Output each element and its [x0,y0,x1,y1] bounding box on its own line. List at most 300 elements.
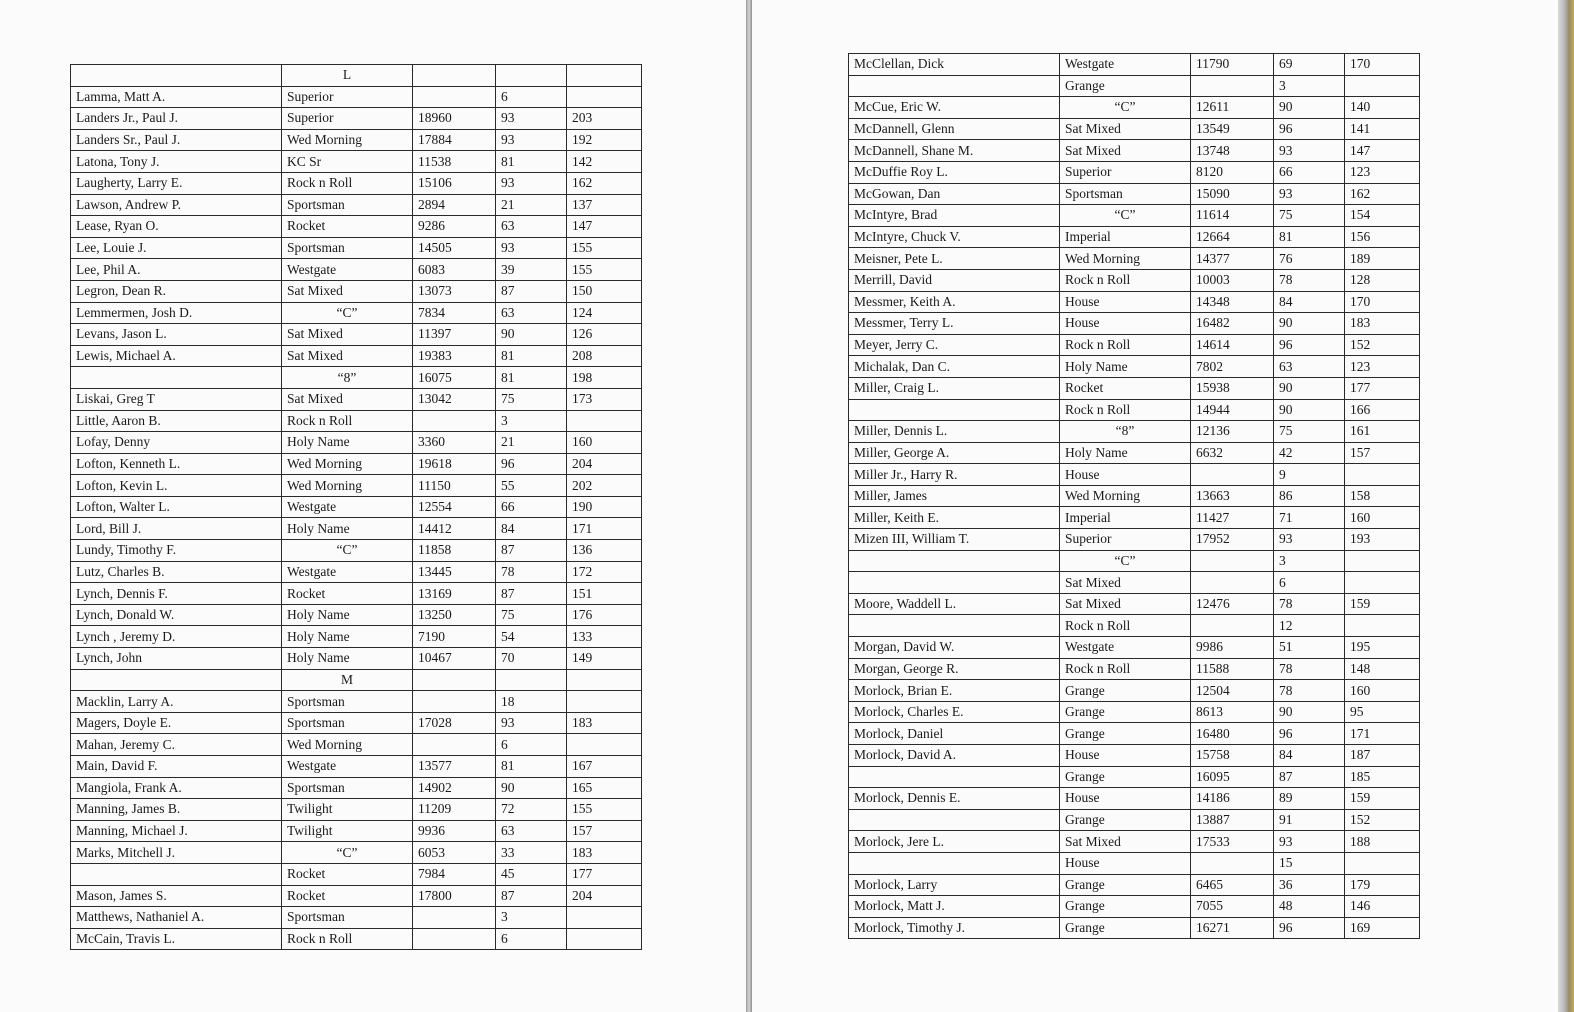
bowler-name-cell: Merrill, David [849,269,1060,291]
average-cell [567,410,642,432]
bowler-name-cell: Lawson, Andrew P. [71,194,282,216]
table-row [71,129,642,151]
games-count-cell: 45 [496,863,567,885]
average-cell: 183 [1345,313,1420,335]
table-row [849,75,1420,97]
average-cell: 133 [567,626,642,648]
bowler-name-cell: McDannell, Shane M. [849,140,1060,162]
bowler-name-cell: Morlock, David A. [849,745,1060,767]
games-count-cell: 81 [496,345,567,367]
table-row [71,302,642,324]
table-row [849,701,1420,723]
table-row [71,799,642,821]
average-cell [1345,464,1420,486]
league-name-cell: Imperial [1060,507,1191,529]
total-pins-cell: 13250 [413,604,496,626]
average-cell [567,928,642,950]
average-cell: 172 [567,561,642,583]
total-pins-cell: 18960 [413,108,496,130]
bowler-name-cell: McCain, Travis L. [71,928,282,950]
total-pins-cell: 13887 [1191,809,1274,831]
league-name-cell: Wed Morning [1060,485,1191,507]
table-row [71,863,642,885]
league-name-cell: Grange [1060,809,1191,831]
games-count-cell: 87 [496,540,567,562]
league-name-cell: “C” [282,540,413,562]
average-cell: 159 [1345,788,1420,810]
bowler-name-cell [849,852,1060,874]
total-pins-cell: 11538 [413,151,496,173]
games-count-cell: 84 [1274,745,1345,767]
table-row [71,583,642,605]
league-name-cell: Rock n Roll [282,928,413,950]
games-count-cell: 87 [496,885,567,907]
total-pins-cell: 11790 [1191,54,1274,76]
games-count-cell: 63 [496,820,567,842]
table-row [71,777,642,799]
games-count-cell: 96 [1274,334,1345,356]
table-row [71,842,642,864]
average-cell [567,734,642,756]
league-name-cell: Westgate [1060,637,1191,659]
table-row [849,161,1420,183]
league-name-cell: Sat Mixed [1060,118,1191,140]
bowler-name-cell: Miller Jr., Harry R. [849,464,1060,486]
games-count-cell: 90 [1274,377,1345,399]
table-row [849,54,1420,76]
games-count-cell: 93 [496,129,567,151]
bowler-name-cell: Lofton, Kevin L. [71,475,282,497]
total-pins-cell: 17952 [1191,529,1274,551]
games-count-cell: 21 [496,432,567,454]
total-pins-cell [413,410,496,432]
bowler-name-cell: Lee, Phil A. [71,259,282,281]
league-name-cell: Grange [1060,917,1191,939]
average-cell: 189 [1345,248,1420,270]
bowler-name-cell: Lynch, Dennis F. [71,583,282,605]
total-pins-cell [1191,572,1274,594]
table-row [849,97,1420,119]
total-pins-cell: 13577 [413,756,496,778]
bowler-name-cell [849,75,1060,97]
total-pins-cell: 6632 [1191,442,1274,464]
section-header-row [71,669,642,691]
league-name-cell: Sat Mixed [1060,140,1191,162]
league-name-cell: Westgate [282,756,413,778]
average-cell: 156 [1345,226,1420,248]
league-name-cell: Holy Name [1060,442,1191,464]
total-pins-cell: 19383 [413,345,496,367]
bowler-name-cell: Messmer, Terry L. [849,313,1060,335]
games-count-cell: 3 [496,907,567,929]
games-count-cell: 96 [1274,723,1345,745]
table-row [849,615,1420,637]
average-cell: 185 [1345,766,1420,788]
bowler-name-cell: Levans, Jason L. [71,324,282,346]
total-pins-cell [413,65,496,87]
average-cell: 157 [567,820,642,842]
total-pins-cell: 11427 [1191,507,1274,529]
table-row [71,108,642,130]
league-name-cell: Sportsman [282,237,413,259]
total-pins-cell: 15106 [413,172,496,194]
average-cell: 177 [567,863,642,885]
total-pins-cell: 11397 [413,324,496,346]
league-name-cell: Rock n Roll [1060,334,1191,356]
table-row [71,410,642,432]
games-count-cell: 36 [1274,874,1345,896]
bowler-name-cell [849,550,1060,572]
league-name-cell: KC Sr [282,151,413,173]
bowler-name-cell: Lynch, John [71,648,282,670]
total-pins-cell [413,928,496,950]
bowler-name-cell [849,809,1060,831]
total-pins-cell: 14186 [1191,788,1274,810]
total-pins-cell: 15938 [1191,377,1274,399]
bowler-name-cell: Meyer, Jerry C. [849,334,1060,356]
table-row [849,377,1420,399]
bowler-name-cell: Marks, Mitchell J. [71,842,282,864]
total-pins-cell: 12664 [1191,226,1274,248]
games-count-cell: 75 [1274,205,1345,227]
total-pins-cell: 12554 [413,496,496,518]
games-count-cell: 93 [496,108,567,130]
average-cell: 192 [567,129,642,151]
games-count-cell: 72 [496,799,567,821]
total-pins-cell: 13748 [1191,140,1274,162]
average-cell: 128 [1345,269,1420,291]
bowler-name-cell: Morlock, Daniel [849,723,1060,745]
league-name-cell: “C” [282,302,413,324]
games-count-cell: 3 [1274,75,1345,97]
games-count-cell: 75 [496,604,567,626]
roster-table-left [70,64,642,950]
league-name-cell: Sat Mixed [282,388,413,410]
league-name-cell: Sportsman [282,691,413,713]
table-row [71,626,642,648]
bowler-name-cell: Morlock, Dennis E. [849,788,1060,810]
table-row [849,852,1420,874]
bowler-name-cell: Matthews, Nathaniel A. [71,907,282,929]
table-row [71,756,642,778]
table-row [71,540,642,562]
average-cell: 179 [1345,874,1420,896]
bowler-name-cell [849,615,1060,637]
games-count-cell: 39 [496,259,567,281]
average-cell: 150 [567,280,642,302]
total-pins-cell: 14944 [1191,399,1274,421]
games-count-cell: 12 [1274,615,1345,637]
average-cell: 162 [1345,183,1420,205]
table-row [849,248,1420,270]
average-cell [1345,852,1420,874]
table-row [849,658,1420,680]
league-name-cell: L [282,65,413,87]
bowler-name-cell: Lewis, Michael A. [71,345,282,367]
table-row [849,226,1420,248]
bowler-name-cell: Miller, Dennis L. [849,421,1060,443]
games-count-cell: 55 [496,475,567,497]
average-cell: 167 [567,756,642,778]
league-name-cell: Sat Mixed [1060,593,1191,615]
games-count-cell: 9 [1274,464,1345,486]
games-count-cell: 75 [1274,421,1345,443]
total-pins-cell: 17533 [1191,831,1274,853]
bowler-name-cell [849,572,1060,594]
league-name-cell: Grange [1060,680,1191,702]
table-row [849,809,1420,831]
games-count-cell: 96 [1274,917,1345,939]
table-row [849,637,1420,659]
average-cell: 208 [567,345,642,367]
average-cell: 183 [567,712,642,734]
games-count-cell: 15 [1274,852,1345,874]
games-count-cell: 84 [496,518,567,540]
bowler-name-cell: Lemmermen, Josh D. [71,302,282,324]
total-pins-cell [413,907,496,929]
average-cell: 173 [567,388,642,410]
games-count-cell: 6 [1274,572,1345,594]
bowler-name-cell: Miller, James [849,485,1060,507]
league-name-cell: Rock n Roll [282,410,413,432]
games-count-cell: 69 [1274,54,1345,76]
league-name-cell: Westgate [282,496,413,518]
games-count-cell: 51 [1274,637,1345,659]
games-count-cell: 90 [1274,97,1345,119]
table-row [849,464,1420,486]
bowler-name-cell: Little, Aaron B. [71,410,282,432]
games-count-cell: 78 [496,561,567,583]
total-pins-cell: 12136 [1191,421,1274,443]
average-cell: 157 [1345,442,1420,464]
average-cell: 147 [567,216,642,238]
table-row [849,334,1420,356]
total-pins-cell: 11209 [413,799,496,821]
table-row [71,151,642,173]
games-count-cell: 75 [496,388,567,410]
total-pins-cell: 8120 [1191,161,1274,183]
league-name-cell: Westgate [282,561,413,583]
league-name-cell: Wed Morning [282,129,413,151]
total-pins-cell: 14377 [1191,248,1274,270]
bowler-name-cell: Mason, James S. [71,885,282,907]
roster-body-right [849,54,1420,939]
average-cell: 151 [567,583,642,605]
bowler-name-cell: Mizen III, William T. [849,529,1060,551]
bowler-name-cell: Landers Sr., Paul J. [71,129,282,151]
bowler-name-cell: Lundy, Timothy F. [71,540,282,562]
league-name-cell: Sportsman [1060,183,1191,205]
total-pins-cell: 14505 [413,237,496,259]
league-name-cell: Holy Name [282,626,413,648]
total-pins-cell: 6083 [413,259,496,281]
table-row [849,680,1420,702]
average-cell: 123 [1345,356,1420,378]
table-row [849,593,1420,615]
league-name-cell: Grange [1060,766,1191,788]
league-name-cell: House [1060,291,1191,313]
total-pins-cell: 7834 [413,302,496,324]
average-cell: 124 [567,302,642,324]
bowler-name-cell: Morgan, David W. [849,637,1060,659]
league-name-cell: Sportsman [282,907,413,929]
total-pins-cell: 16095 [1191,766,1274,788]
table-row [849,442,1420,464]
bowler-name-cell: Lamma, Matt A. [71,86,282,108]
bowler-name-cell: McCue, Eric W. [849,97,1060,119]
league-name-cell: Grange [1060,896,1191,918]
bowler-name-cell: Liskai, Greg T [71,388,282,410]
table-row [71,928,642,950]
average-cell: 95 [1345,701,1420,723]
games-count-cell: 81 [496,151,567,173]
table-row [71,86,642,108]
table-row [849,874,1420,896]
total-pins-cell: 15758 [1191,745,1274,767]
league-name-cell: Rocket [1060,377,1191,399]
league-name-cell: Sat Mixed [1060,831,1191,853]
average-cell: 152 [1345,334,1420,356]
average-cell: 141 [1345,118,1420,140]
total-pins-cell [1191,852,1274,874]
games-count-cell: 18 [496,691,567,713]
bowler-name-cell: Lutz, Charles B. [71,561,282,583]
league-name-cell: House [1060,464,1191,486]
games-count-cell [496,669,567,691]
average-cell: 155 [567,237,642,259]
league-name-cell: M [282,669,413,691]
table-row [71,367,642,389]
games-count-cell: 78 [1274,593,1345,615]
total-pins-cell: 3360 [413,432,496,454]
average-cell: 126 [567,324,642,346]
games-count-cell: 21 [496,194,567,216]
average-cell: 158 [1345,485,1420,507]
average-cell: 177 [1345,377,1420,399]
bowler-name-cell [71,863,282,885]
table-row [849,723,1420,745]
games-count-cell: 70 [496,648,567,670]
total-pins-cell: 10003 [1191,269,1274,291]
total-pins-cell: 13169 [413,583,496,605]
games-count-cell: 81 [496,756,567,778]
table-row [849,205,1420,227]
average-cell: 146 [1345,896,1420,918]
total-pins-cell: 8613 [1191,701,1274,723]
total-pins-cell: 17800 [413,885,496,907]
games-count-cell: 86 [1274,485,1345,507]
bowler-name-cell: Laugherty, Larry E. [71,172,282,194]
games-count-cell: 93 [1274,183,1345,205]
games-count-cell: 90 [1274,313,1345,335]
games-count-cell: 6 [496,86,567,108]
league-name-cell: Superior [282,108,413,130]
games-count-cell: 93 [496,237,567,259]
table-row [71,885,642,907]
table-row [71,324,642,346]
bowler-name-cell: Meisner, Pete L. [849,248,1060,270]
bowler-name-cell [71,367,282,389]
average-cell: 160 [1345,507,1420,529]
bowler-name-cell [71,65,282,87]
total-pins-cell: 9286 [413,216,496,238]
table-row [849,399,1420,421]
league-name-cell: Wed Morning [282,453,413,475]
league-name-cell: “C” [1060,550,1191,572]
total-pins-cell: 14412 [413,518,496,540]
total-pins-cell: 11588 [1191,658,1274,680]
average-cell: 195 [1345,637,1420,659]
average-cell: 155 [567,799,642,821]
total-pins-cell: 17884 [413,129,496,151]
bowler-name-cell: Lynch, Donald W. [71,604,282,626]
table-row [71,237,642,259]
league-name-cell: House [1060,788,1191,810]
league-name-cell: Sportsman [282,777,413,799]
games-count-cell: 76 [1274,248,1345,270]
bowler-name-cell [849,399,1060,421]
total-pins-cell: 9936 [413,820,496,842]
left-page [0,0,746,1012]
league-name-cell: Holy Name [282,604,413,626]
games-count-cell: 63 [496,302,567,324]
average-cell [567,86,642,108]
games-count-cell: 87 [496,583,567,605]
total-pins-cell: 13549 [1191,118,1274,140]
league-name-cell: House [1060,852,1191,874]
league-name-cell: Holy Name [282,518,413,540]
table-row [71,648,642,670]
table-row [849,550,1420,572]
league-name-cell: Wed Morning [282,734,413,756]
games-count-cell: 71 [1274,507,1345,529]
table-row [71,345,642,367]
games-count-cell: 63 [496,216,567,238]
games-count-cell: 93 [1274,529,1345,551]
games-count-cell: 66 [496,496,567,518]
bowler-name-cell: Lee, Louie J. [71,237,282,259]
bowler-name-cell: Lofton, Walter L. [71,496,282,518]
average-cell: 190 [567,496,642,518]
games-count-cell: 93 [1274,140,1345,162]
total-pins-cell [413,669,496,691]
page-edge [1558,0,1574,1012]
average-cell [567,669,642,691]
average-cell: 170 [1345,291,1420,313]
average-cell: 170 [1345,54,1420,76]
average-cell: 176 [567,604,642,626]
total-pins-cell: 7984 [413,863,496,885]
bowler-name-cell: Morlock, Jere L. [849,831,1060,853]
league-name-cell: Twilight [282,799,413,821]
average-cell: 160 [567,432,642,454]
games-count-cell: 78 [1274,269,1345,291]
table-row [71,280,642,302]
bowler-name-cell: Morlock, Timothy J. [849,917,1060,939]
bowler-name-cell: McDannell, Glenn [849,118,1060,140]
table-row [71,561,642,583]
games-count-cell: 93 [496,172,567,194]
league-name-cell: Sat Mixed [282,280,413,302]
league-name-cell: “C” [1060,205,1191,227]
games-count-cell: 89 [1274,788,1345,810]
league-name-cell: Holy Name [282,648,413,670]
table-row [71,518,642,540]
bowler-name-cell: McClellan, Dick [849,54,1060,76]
total-pins-cell [1191,464,1274,486]
table-row [71,820,642,842]
league-name-cell: Westgate [282,259,413,281]
